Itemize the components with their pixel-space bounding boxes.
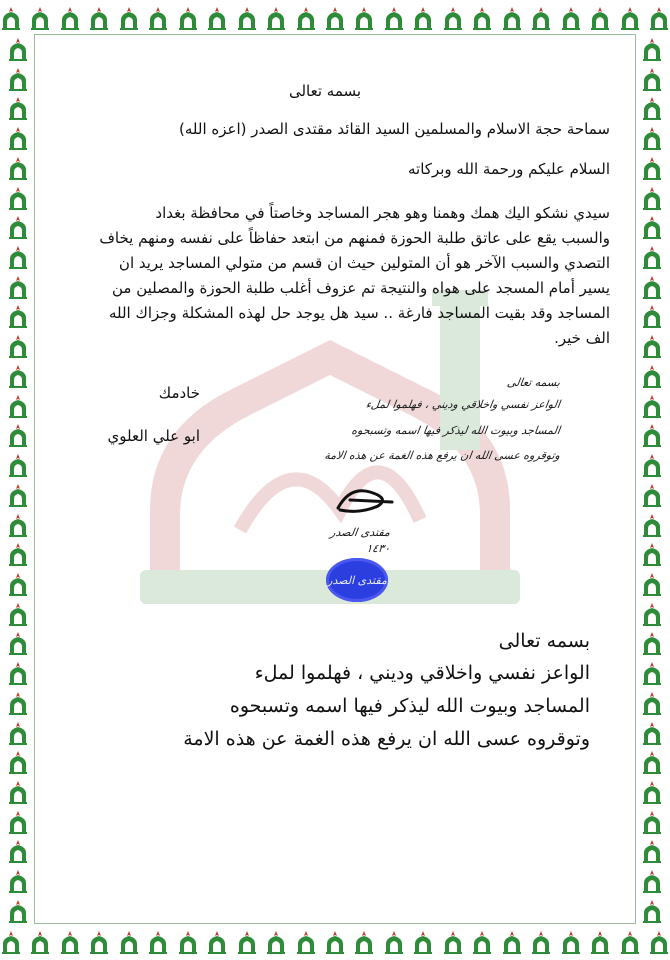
mosque-border-motif-icon — [118, 5, 140, 31]
mosque-border-motif-icon — [353, 929, 375, 955]
mosque-border-motif-icon — [7, 868, 29, 894]
mosque-border-motif-icon — [295, 5, 317, 31]
border-bottom — [0, 924, 670, 960]
mosque-border-motif-icon — [641, 868, 663, 894]
border-left — [0, 36, 36, 924]
mosque-border-motif-icon — [7, 363, 29, 389]
mosque-border-motif-icon — [59, 5, 81, 31]
letter-body-line: التصدي والسبب الآخر هو أن المتولين حيث ان قسم من متولي المساجد يريد ان — [118, 254, 610, 272]
mosque-border-motif-icon — [641, 66, 663, 92]
mosque-border-motif-icon — [619, 929, 641, 955]
mosque-border-motif-icon — [641, 333, 663, 359]
mosque-border-motif-icon — [7, 571, 29, 597]
mosque-border-motif-icon — [7, 690, 29, 716]
mosque-border-motif-icon — [560, 929, 582, 955]
mosque-border-motif-icon — [206, 929, 228, 955]
transcription-heading: بسمه تعالى — [498, 630, 590, 652]
mosque-border-motif-icon — [619, 5, 641, 31]
mosque-border-motif-icon — [7, 541, 29, 567]
mosque-border-motif-icon — [641, 214, 663, 240]
border-right — [634, 36, 670, 924]
letter-body-line: الف خير. — [554, 329, 610, 347]
mosque-border-motif-icon — [641, 422, 663, 448]
mosque-border-motif-icon — [641, 482, 663, 508]
letter-body-line: المساجد وقد بقيت المساجد فارغة .. سيد هل يوجد حل لهذه المشكلة وجزاك الله — [108, 304, 610, 322]
mosque-border-motif-icon — [641, 185, 663, 211]
mosque-border-motif-icon — [383, 5, 405, 31]
mosque-border-motif-icon — [560, 5, 582, 31]
mosque-border-motif-icon — [641, 244, 663, 270]
letter-body-line: سيدي نشكو اليك همك وهمنا وهو هجر المساجد وخاصتاً في محافظة بغداد — [155, 204, 610, 222]
mosque-border-motif-icon — [7, 422, 29, 448]
mosque-border-motif-icon — [29, 929, 51, 955]
handwritten-line: المساجد وبيوت الله ليذكر فيها اسمه وتسبحوه — [350, 424, 561, 437]
mosque-border-motif-icon — [641, 809, 663, 835]
signature-name: مقتدى الصدر — [329, 526, 391, 539]
mosque-border-motif-icon — [88, 929, 110, 955]
mosque-border-motif-icon — [589, 929, 611, 955]
transcription-line: الواعز نفسي واخلاقي وديني ، فهلموا لملء — [254, 662, 590, 684]
mosque-border-motif-icon — [641, 452, 663, 478]
mosque-border-motif-icon — [641, 838, 663, 864]
mosque-border-motif-icon — [7, 333, 29, 359]
mosque-border-motif-icon — [7, 720, 29, 746]
mosque-border-motif-icon — [641, 690, 663, 716]
mosque-border-motif-icon — [353, 5, 375, 31]
handwritten-line: وتوقروه عسى الله ان يرفع هذه الغمة عن هذه الامة — [323, 449, 561, 462]
mosque-border-motif-icon — [641, 274, 663, 300]
mosque-border-motif-icon — [641, 630, 663, 656]
mosque-border-motif-icon — [0, 5, 22, 31]
mosque-border-motif-icon — [471, 929, 493, 955]
mosque-border-motif-icon — [648, 929, 670, 955]
mosque-border-motif-icon — [641, 363, 663, 389]
mosque-border-motif-icon — [641, 898, 663, 924]
mosque-border-motif-icon — [412, 929, 434, 955]
letter-body-line: والسبب يقع على عاتق طلبة الحوزة فمنهم من ابتعد حفاظاً على نفسه ومنهم يخاف — [99, 229, 610, 247]
mosque-border-motif-icon — [641, 571, 663, 597]
mosque-border-motif-icon — [29, 5, 51, 31]
mosque-border-motif-icon — [7, 155, 29, 181]
mosque-border-motif-icon — [641, 393, 663, 419]
mosque-border-motif-icon — [641, 95, 663, 121]
mosque-border-motif-icon — [7, 125, 29, 151]
mosque-border-motif-icon — [7, 36, 29, 62]
mosque-border-motif-icon — [7, 660, 29, 686]
mosque-border-motif-icon — [7, 809, 29, 835]
mosque-border-motif-icon — [59, 929, 81, 955]
mosque-border-motif-icon — [648, 5, 670, 31]
mosque-border-motif-icon — [442, 929, 464, 955]
mosque-border-motif-icon — [471, 5, 493, 31]
handwritten-line: الواعز نفسي واخلاقي وديني ، فهلموا لملء — [364, 398, 561, 411]
mosque-border-motif-icon — [236, 5, 258, 31]
mosque-border-motif-icon — [7, 601, 29, 627]
mosque-border-motif-icon — [7, 898, 29, 924]
mosque-border-motif-icon — [7, 185, 29, 211]
mosque-border-motif-icon — [7, 66, 29, 92]
mosque-border-motif-icon — [7, 749, 29, 775]
seal-text: مقتدى الصدر — [327, 573, 387, 587]
transcription-line: المساجد وبيوت الله ليذكر فيها اسمه وتسبحوه — [229, 695, 590, 717]
mosque-border-motif-icon — [530, 929, 552, 955]
mosque-border-motif-icon — [265, 5, 287, 31]
mosque-border-motif-icon — [7, 452, 29, 478]
mosque-border-motif-icon — [641, 155, 663, 181]
mosque-border-motif-icon — [324, 5, 346, 31]
mosque-border-motif-icon — [7, 838, 29, 864]
mosque-border-motif-icon — [501, 5, 523, 31]
mosque-border-motif-icon — [0, 929, 22, 955]
mosque-border-motif-icon — [206, 5, 228, 31]
mosque-border-motif-icon — [7, 214, 29, 240]
mosque-border-motif-icon — [147, 929, 169, 955]
mosque-border-motif-icon — [236, 929, 258, 955]
mosque-border-motif-icon — [324, 929, 346, 955]
mosque-border-motif-icon — [412, 5, 434, 31]
mosque-border-motif-icon — [641, 541, 663, 567]
mosque-border-motif-icon — [7, 393, 29, 419]
mosque-border-motif-icon — [641, 125, 663, 151]
mosque-border-motif-icon — [147, 5, 169, 31]
mosque-border-motif-icon — [7, 244, 29, 270]
mosque-border-motif-icon — [295, 929, 317, 955]
mosque-border-motif-icon — [7, 303, 29, 329]
mosque-border-motif-icon — [501, 929, 523, 955]
letter-closing: خادمك — [158, 384, 200, 402]
mosque-border-motif-icon — [530, 5, 552, 31]
mosque-border-motif-icon — [88, 5, 110, 31]
mosque-border-motif-icon — [641, 660, 663, 686]
mosque-border-motif-icon — [641, 779, 663, 805]
mosque-border-motif-icon — [177, 929, 199, 955]
mosque-border-motif-icon — [7, 274, 29, 300]
letter-addressee: سماحة حجة الاسلام والمسلمين السيد القائد مقتدى الصدر (اعزه الله) — [179, 120, 610, 138]
mosque-border-motif-icon — [641, 720, 663, 746]
mosque-border-motif-icon — [641, 303, 663, 329]
mosque-border-motif-icon — [7, 630, 29, 656]
border-top — [0, 0, 670, 36]
mosque-border-motif-icon — [177, 5, 199, 31]
signature-date: ١٤٣٠ — [365, 542, 391, 555]
letter-sender: ابو علي العلوي — [107, 427, 200, 445]
mosque-border-motif-icon — [641, 36, 663, 62]
mosque-border-motif-icon — [265, 929, 287, 955]
mosque-border-motif-icon — [7, 95, 29, 121]
letter-greeting: السلام عليكم ورحمة الله وبركاته — [408, 160, 610, 178]
mosque-border-motif-icon — [383, 929, 405, 955]
mosque-border-motif-icon — [589, 5, 611, 31]
mosque-border-motif-icon — [118, 929, 140, 955]
mosque-border-motif-icon — [7, 482, 29, 508]
mosque-border-motif-icon — [641, 601, 663, 627]
letter-heading: بسمه تعالى — [288, 82, 362, 100]
mosque-border-motif-icon — [7, 512, 29, 538]
transcription-line: وتوقروه عسى الله ان يرفع هذه الغمة عن هذه الامة — [183, 728, 590, 750]
mosque-border-motif-icon — [641, 512, 663, 538]
mosque-border-motif-icon — [641, 749, 663, 775]
signature-icon — [330, 480, 400, 520]
mosque-border-motif-icon — [442, 5, 464, 31]
mosque-border-motif-icon — [7, 779, 29, 805]
official-seal-icon — [326, 558, 388, 602]
handwritten-heading: بسمه تعالى — [506, 376, 561, 389]
letter-body-line: يسير أمام المسجد على هواه والنتيجة تم عزوف أغلب طلبة الحوزة والمصلين من — [111, 279, 610, 297]
